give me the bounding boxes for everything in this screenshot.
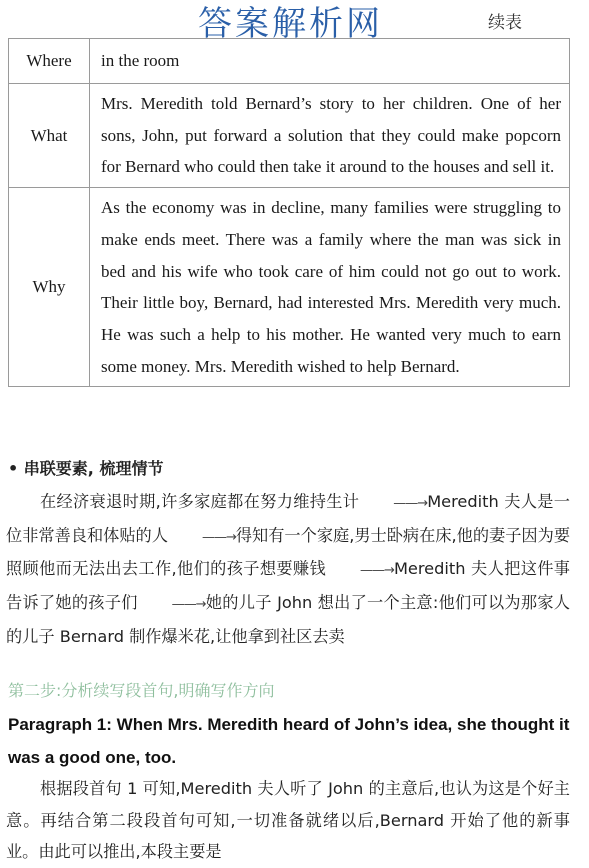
arrow-icon: ——→	[393, 496, 428, 511]
row-key: Where	[9, 39, 90, 84]
section-heading: • 串联要素, 梳理情节	[8, 459, 164, 478]
paragraph-heading: Paragraph 1: When Mrs. Meredith heard of John’s idea, she thought it was a good one, too.	[8, 715, 570, 767]
row-value: in the room	[90, 39, 570, 84]
chain-segment: Meredith 夫人把这件事告诉了她的孩子们	[6, 559, 570, 613]
plot-chain	[6, 486, 570, 653]
chain-segment: 在经济衰退时期,许多家庭都在努力维持生计	[40, 492, 360, 511]
arrow-icon: ——→	[201, 529, 236, 545]
continued-label: 续表	[488, 13, 522, 33]
arrow-icon: ——→	[171, 597, 206, 613]
analysis-text: 根据段首句 1 可知,Meredith 夫人听了 John 的主意后,也认为这是个好主意。再结合第二段段首句可知,一切准备就绪以后,Bernard 开始了他的新事业。由此可以推出,本段主要是	[6, 779, 570, 862]
arrow-icon: ——→	[360, 563, 394, 579]
watermark: 答案解析网	[198, 4, 383, 44]
chain-segment: Meredith 夫人是一位非常善良和体贴的人	[6, 492, 570, 545]
row-value: As the economy was in decline, many families were struggling to make ends meet. There was a family where the man was sick in bed and his wife who took care of him could not go out to work. Their little boy, Bernard, had interested Mrs. Meredith very much. He was such a help to his mother. He wanted very much to earn some money. Mrs. Meredith wished to help Bernard.	[90, 188, 570, 387]
row-value: Mrs. Meredith told Bernard’s story to her children. One of her sons, John, put forward a solution that they could make popcorn for Bernard who could then take it around to the houses and sell it.	[90, 84, 570, 188]
row-key: Why	[9, 188, 90, 387]
table-row	[9, 39, 570, 84]
chain-segment: 得知有一个家庭,男士卧病在床,他的妻子因为要照顾他而无法出去工作,他们的孩子想要赚钱	[6, 525, 571, 579]
table-row	[9, 84, 570, 188]
story-elements-table	[8, 38, 570, 387]
step2-heading: 第二步:分析续写段首句,明确写作方向	[8, 681, 275, 700]
row-key: What	[9, 84, 90, 188]
chain-segment: 她的儿子 John 想出了一个主意:他们可以为那家人的儿子 Bernard 制作爆米花,让他拿到社区去卖	[6, 593, 570, 646]
table-row	[9, 188, 570, 387]
